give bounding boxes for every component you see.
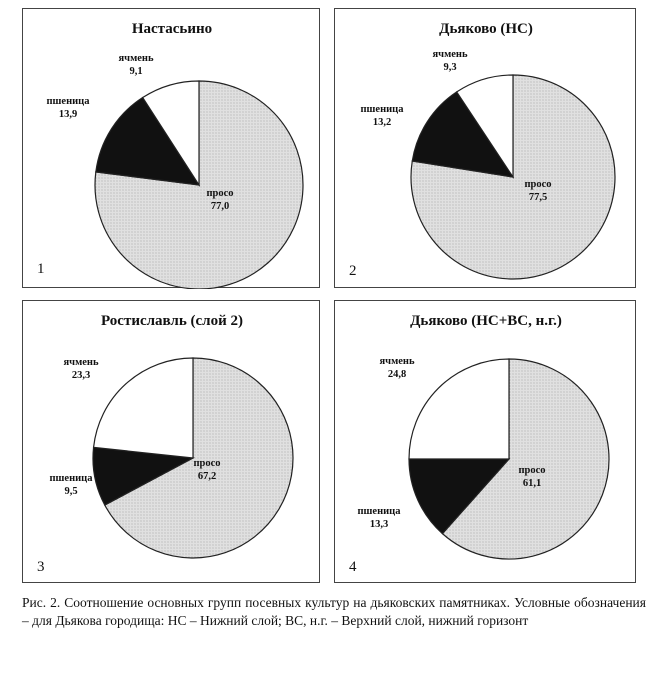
slice-value-wheat: 9,5 [64, 486, 78, 497]
slice-label-barley: ячмень [432, 49, 468, 60]
slice-label-barley: ячмень [118, 53, 154, 64]
pie-chart-3 [23, 301, 321, 584]
pie-chart-4 [335, 301, 637, 584]
slice-value-barley: 23,3 [71, 370, 91, 381]
pie-slice-barley [409, 359, 509, 459]
slice-value-wheat: 13,9 [58, 109, 78, 120]
slice-label-wheat: пшеница [49, 473, 93, 484]
slice-label-millet: просо [193, 458, 221, 469]
panel-number-1: 1 [37, 261, 45, 277]
chart-title-4: Дьяково (НС+ВС, н.г.) [410, 313, 562, 329]
slice-value-barley: 24,8 [387, 369, 407, 380]
slice-value-millet: 77,0 [210, 201, 230, 212]
slice-value-millet: 61,1 [522, 478, 542, 489]
slice-value-barley: 9,3 [443, 62, 457, 73]
panel-number-2: 2 [349, 263, 357, 279]
slice-value-wheat: 13,2 [372, 117, 392, 128]
chart-title-2: Дьяково (НС) [439, 21, 533, 37]
chart-panel-4 [334, 300, 636, 583]
slice-value-millet: 67,2 [197, 471, 217, 482]
chart-panel-2 [334, 8, 636, 288]
panel-number-3: 3 [37, 559, 45, 575]
slice-label-wheat: пшеница [46, 96, 90, 107]
panel-number-4: 4 [349, 559, 357, 575]
slice-label-wheat: пшеница [360, 104, 404, 115]
chart-panel-1 [22, 8, 320, 288]
pie-chart-2 [335, 9, 637, 289]
slice-label-millet: просо [206, 188, 234, 199]
chart-panel-3 [22, 300, 320, 583]
slice-value-wheat: 13,3 [369, 519, 389, 530]
chart-title-3: Ростиславль (слой 2) [101, 313, 243, 329]
slice-value-barley: 9,1 [129, 66, 143, 77]
slice-value-millet: 77,5 [528, 192, 548, 203]
slice-label-barley: ячмень [63, 357, 99, 368]
slice-label-wheat: пшеница [357, 506, 401, 517]
slice-label-barley: ячмень [379, 356, 415, 367]
chart-title-1: Настасьино [131, 21, 213, 37]
slice-label-millet: просо [524, 179, 552, 190]
figure-caption: Рис. 2. Соотношение основных групп посевных культур на дьяковских памятниках. Условные обозначения – для Дьякова городища: НС – Нижний слой; ВС, н.г. – Верхний слой, нижний горизонт [22, 595, 646, 628]
pie-slice-barley [94, 358, 193, 458]
slice-label-millet: просо [518, 465, 546, 476]
pie-chart-1 [23, 9, 321, 289]
